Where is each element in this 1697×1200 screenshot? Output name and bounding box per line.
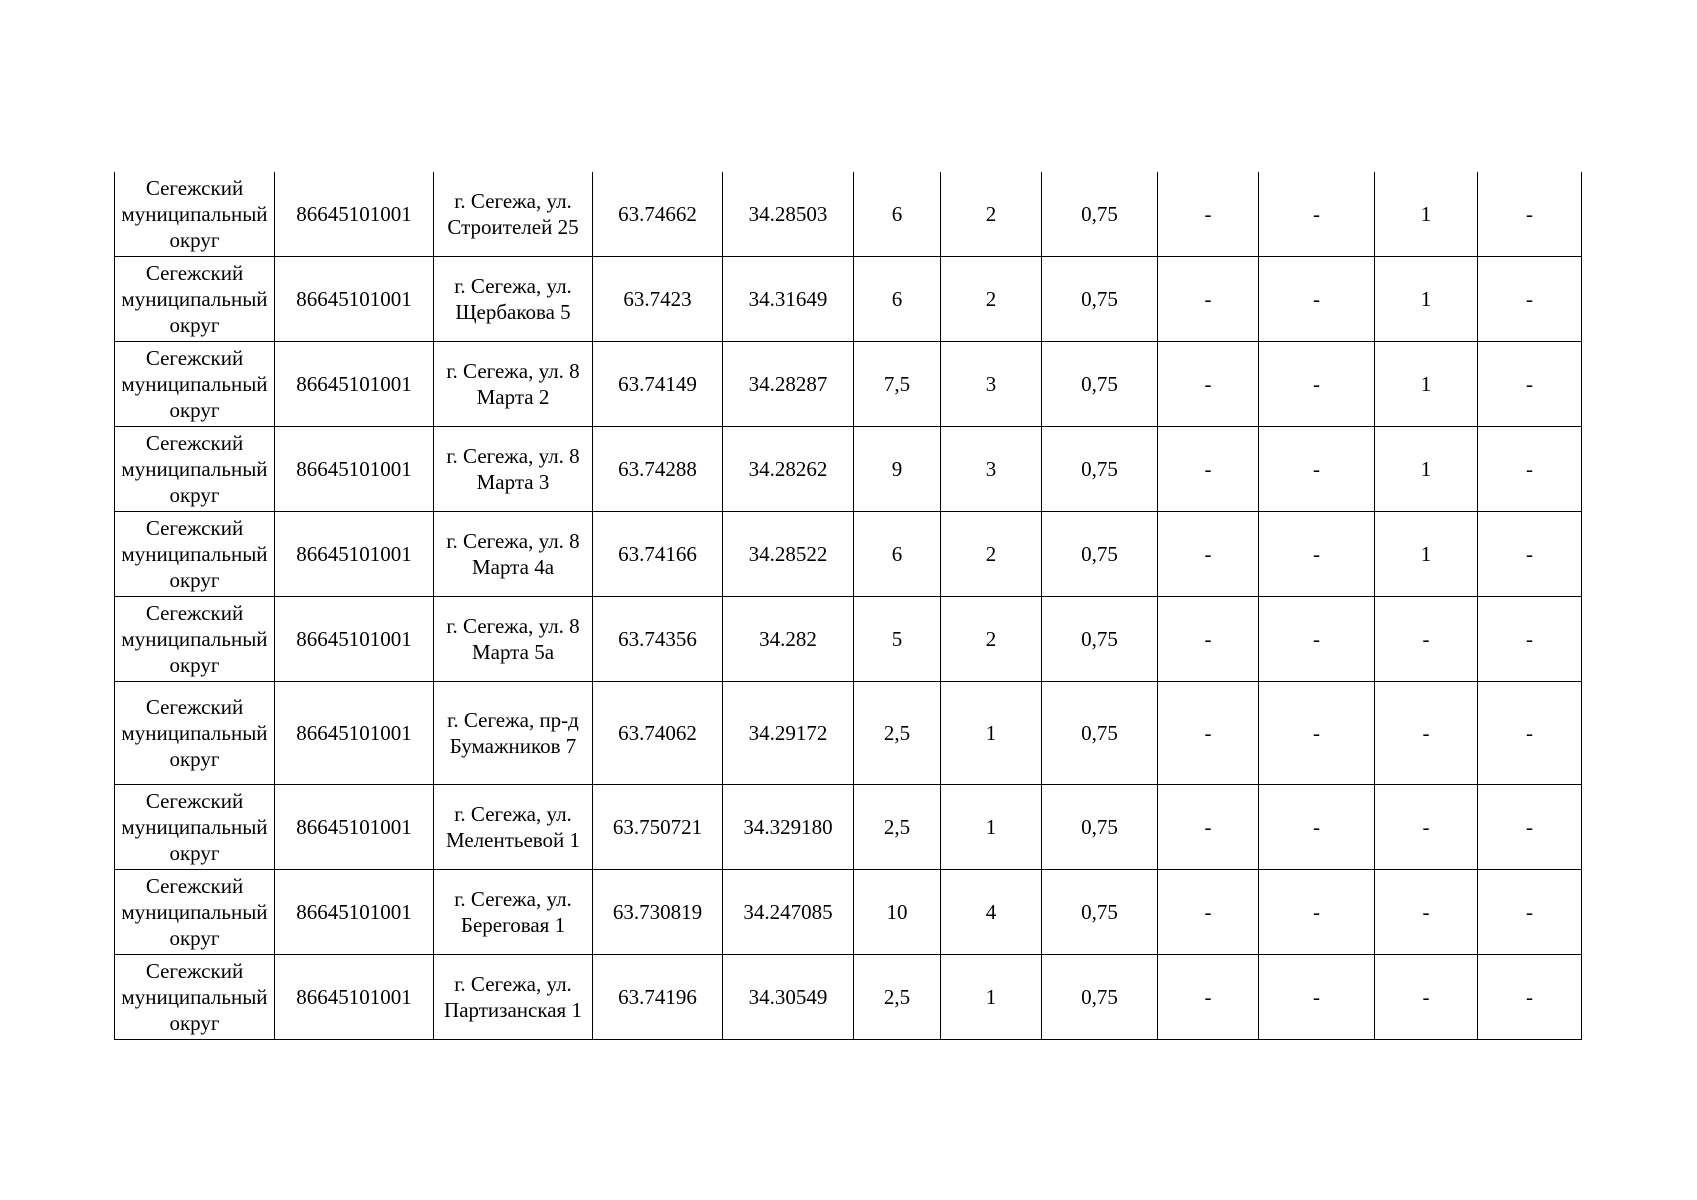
cell-longitude: 34.28503	[723, 172, 854, 257]
cell-latitude: 63.74166	[593, 512, 723, 597]
cell-longitude: 34.28287	[723, 342, 854, 427]
cell-col9: -	[1158, 257, 1259, 342]
cell-col10: -	[1259, 427, 1375, 512]
cell-container-count: 2	[941, 512, 1042, 597]
table-row	[115, 427, 1582, 512]
cell-area: 6	[854, 257, 941, 342]
cell-col10: -	[1259, 172, 1375, 257]
cell-container-count: 4	[941, 870, 1042, 955]
cell-area: 6	[854, 512, 941, 597]
cell-col10: -	[1259, 785, 1375, 870]
table-row	[115, 257, 1582, 342]
cell-latitude: 63.730819	[593, 870, 723, 955]
cell-container-volume: 0,75	[1042, 172, 1158, 257]
cell-col11: 1	[1375, 257, 1478, 342]
cell-oktmo: 86645101001	[275, 955, 434, 1040]
cell-area: 5	[854, 597, 941, 682]
cell-address: г. Сегежа, ул. Партизанская 1	[434, 955, 593, 1040]
cell-district: Сегежский муниципальный округ	[115, 257, 275, 342]
cell-col9: -	[1158, 342, 1259, 427]
cell-col9: -	[1158, 870, 1259, 955]
cell-container-volume: 0,75	[1042, 597, 1158, 682]
cell-latitude: 63.74149	[593, 342, 723, 427]
cell-col11: -	[1375, 682, 1478, 785]
cell-col11: 1	[1375, 172, 1478, 257]
cell-longitude: 34.30549	[723, 955, 854, 1040]
cell-container-volume: 0,75	[1042, 342, 1158, 427]
cell-container-volume: 0,75	[1042, 785, 1158, 870]
cell-district: Сегежский муниципальный округ	[115, 512, 275, 597]
cell-oktmo: 86645101001	[275, 682, 434, 785]
cell-address: г. Сегежа, ул. Мелентьевой 1	[434, 785, 593, 870]
cell-latitude: 63.7423	[593, 257, 723, 342]
cell-container-volume: 0,75	[1042, 257, 1158, 342]
cell-address: г. Сегежа, ул. 8 Марта 2	[434, 342, 593, 427]
cell-longitude: 34.247085	[723, 870, 854, 955]
table-row	[115, 342, 1582, 427]
cell-container-count: 2	[941, 257, 1042, 342]
cell-col9: -	[1158, 955, 1259, 1040]
cell-longitude: 34.28262	[723, 427, 854, 512]
cell-address: г. Сегежа, ул. Строителей 25	[434, 172, 593, 257]
cell-col9: -	[1158, 597, 1259, 682]
table-row	[115, 172, 1582, 257]
cell-col12: -	[1478, 870, 1582, 955]
cell-district: Сегежский муниципальный округ	[115, 785, 275, 870]
table-row	[115, 512, 1582, 597]
cell-col12: -	[1478, 682, 1582, 785]
table-row	[115, 785, 1582, 870]
cell-col10: -	[1259, 342, 1375, 427]
cell-oktmo: 86645101001	[275, 785, 434, 870]
cell-latitude: 63.74288	[593, 427, 723, 512]
cell-col10: -	[1259, 955, 1375, 1040]
cell-latitude: 63.74356	[593, 597, 723, 682]
cell-longitude: 34.282	[723, 597, 854, 682]
cell-district: Сегежский муниципальный округ	[115, 870, 275, 955]
cell-col10: -	[1259, 870, 1375, 955]
cell-area: 2,5	[854, 682, 941, 785]
cell-col12: -	[1478, 597, 1582, 682]
cell-oktmo: 86645101001	[275, 512, 434, 597]
cell-district: Сегежский муниципальный округ	[115, 172, 275, 257]
cell-latitude: 63.74062	[593, 682, 723, 785]
cell-container-count: 1	[941, 955, 1042, 1040]
cell-col12: -	[1478, 955, 1582, 1040]
cell-col10: -	[1259, 512, 1375, 597]
cell-col12: -	[1478, 257, 1582, 342]
cell-col12: -	[1478, 342, 1582, 427]
cell-container-count: 2	[941, 597, 1042, 682]
cell-col9: -	[1158, 512, 1259, 597]
cell-col11: -	[1375, 870, 1478, 955]
cell-container-count: 3	[941, 342, 1042, 427]
cell-area: 9	[854, 427, 941, 512]
cell-longitude: 34.329180	[723, 785, 854, 870]
cell-latitude: 63.74196	[593, 955, 723, 1040]
cell-col10: -	[1259, 257, 1375, 342]
cell-container-volume: 0,75	[1042, 427, 1158, 512]
cell-container-count: 2	[941, 172, 1042, 257]
table-row	[115, 682, 1582, 785]
cell-col10: -	[1259, 682, 1375, 785]
cell-oktmo: 86645101001	[275, 342, 434, 427]
cell-col12: -	[1478, 785, 1582, 870]
cell-latitude: 63.74662	[593, 172, 723, 257]
cell-area: 2,5	[854, 955, 941, 1040]
table-row	[115, 597, 1582, 682]
cell-container-count: 1	[941, 682, 1042, 785]
cell-col12: -	[1478, 172, 1582, 257]
cell-container-volume: 0,75	[1042, 682, 1158, 785]
cell-container-volume: 0,75	[1042, 870, 1158, 955]
cell-col9: -	[1158, 172, 1259, 257]
cell-container-count: 1	[941, 785, 1042, 870]
cell-district: Сегежский муниципальный округ	[115, 597, 275, 682]
cell-oktmo: 86645101001	[275, 257, 434, 342]
cell-col11: -	[1375, 597, 1478, 682]
cell-container-volume: 0,75	[1042, 512, 1158, 597]
cell-latitude: 63.750721	[593, 785, 723, 870]
cell-address: г. Сегежа, ул. 8 Марта 3	[434, 427, 593, 512]
cell-address: г. Сегежа, ул. 8 Марта 5а	[434, 597, 593, 682]
cell-longitude: 34.29172	[723, 682, 854, 785]
cell-col9: -	[1158, 785, 1259, 870]
cell-district: Сегежский муниципальный округ	[115, 682, 275, 785]
cell-col12: -	[1478, 427, 1582, 512]
cell-district: Сегежский муниципальный округ	[115, 427, 275, 512]
cell-area: 10	[854, 870, 941, 955]
cell-col11: -	[1375, 955, 1478, 1040]
cell-district: Сегежский муниципальный округ	[115, 955, 275, 1040]
cell-district: Сегежский муниципальный округ	[115, 342, 275, 427]
cell-oktmo: 86645101001	[275, 870, 434, 955]
cell-address: г. Сегежа, ул. 8 Марта 4а	[434, 512, 593, 597]
cell-longitude: 34.31649	[723, 257, 854, 342]
container-sites-table	[114, 172, 1582, 1040]
cell-col11: 1	[1375, 512, 1478, 597]
cell-address: г. Сегежа, пр-д Бумажников 7	[434, 682, 593, 785]
cell-oktmo: 86645101001	[275, 427, 434, 512]
cell-col9: -	[1158, 682, 1259, 785]
cell-col11: 1	[1375, 427, 1478, 512]
cell-oktmo: 86645101001	[275, 597, 434, 682]
cell-col12: -	[1478, 512, 1582, 597]
table-row	[115, 955, 1582, 1040]
cell-col11: -	[1375, 785, 1478, 870]
cell-area: 6	[854, 172, 941, 257]
cell-longitude: 34.28522	[723, 512, 854, 597]
cell-oktmo: 86645101001	[275, 172, 434, 257]
cell-area: 2,5	[854, 785, 941, 870]
cell-area: 7,5	[854, 342, 941, 427]
cell-col9: -	[1158, 427, 1259, 512]
cell-container-count: 3	[941, 427, 1042, 512]
table-row	[115, 870, 1582, 955]
cell-container-volume: 0,75	[1042, 955, 1158, 1040]
cell-address: г. Сегежа, ул. Щербакова 5	[434, 257, 593, 342]
cell-col11: 1	[1375, 342, 1478, 427]
cell-col10: -	[1259, 597, 1375, 682]
cell-address: г. Сегежа, ул. Береговая 1	[434, 870, 593, 955]
